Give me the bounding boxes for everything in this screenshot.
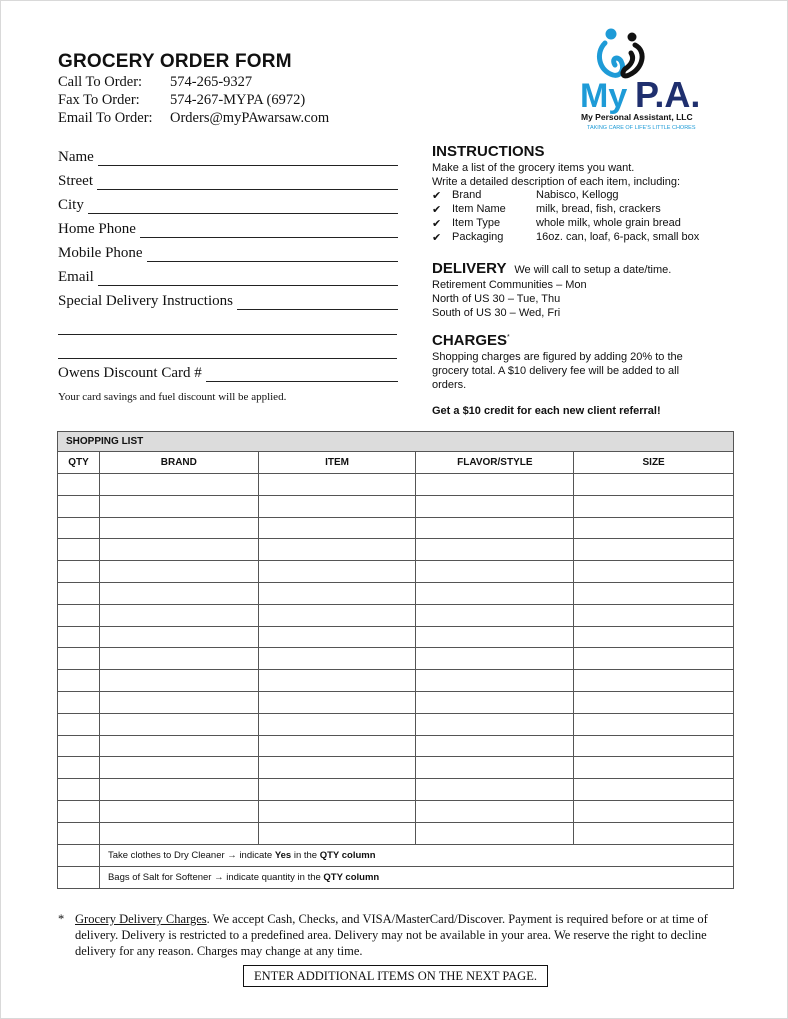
brand-cell[interactable] (99, 691, 258, 713)
shopping-list-row (58, 713, 734, 735)
size-cell[interactable] (574, 670, 734, 692)
delivery-line: Retirement Communities – Mon (432, 279, 587, 291)
instruction-value: milk, bread, fish, crackers (536, 203, 661, 215)
qty-cell[interactable] (58, 670, 100, 692)
item-cell[interactable] (258, 626, 416, 648)
item-cell[interactable] (258, 474, 416, 496)
brand-cell[interactable] (99, 539, 258, 561)
charges-mark: * (507, 334, 510, 341)
mypa-logo (577, 25, 737, 135)
delivery-subtext: We will call to setup a date/time. (514, 264, 672, 276)
brand-cell[interactable] (99, 713, 258, 735)
qty-cell[interactable] (58, 713, 100, 735)
special-delivery-line[interactable] (237, 296, 398, 310)
brand-cell[interactable] (99, 474, 258, 496)
item-cell[interactable] (258, 561, 416, 583)
shopping-list-row (58, 517, 734, 539)
instruction-value: Nabisco, Kellogg (536, 189, 619, 201)
flavor-style-cell[interactable] (416, 800, 574, 822)
check-icon: ✔ (432, 204, 442, 216)
instruction-key: Item Type (452, 217, 501, 229)
discount-note: Your card savings and fuel discount will be applied. (58, 391, 287, 403)
size-cell[interactable] (574, 539, 734, 561)
salt-pre: Bags of Salt for Softener → indicate quantity in the (107, 871, 324, 883)
instruction-item (432, 203, 661, 216)
salt-qty-cell[interactable] (58, 866, 100, 888)
delivery-heading-text: DELIVERY (432, 260, 507, 277)
instruction-value: whole milk, whole grain bread (536, 217, 681, 229)
shopping-list-row (58, 800, 734, 822)
contact-label: Fax To Order: (58, 92, 140, 108)
flavor-style-cell[interactable] (416, 779, 574, 801)
size-cell[interactable] (574, 582, 734, 604)
salt-text (99, 866, 733, 888)
discount-card-label: Owens Discount Card # (58, 365, 202, 381)
qty-cell[interactable] (58, 582, 100, 604)
email-field[interactable] (58, 269, 398, 286)
logo-head-blue (606, 29, 617, 40)
qty-cell[interactable] (58, 517, 100, 539)
instruction-key: Item Name (452, 203, 506, 215)
dry-cleaner-qty-col: QTY column (319, 849, 376, 861)
brand-cell[interactable] (99, 822, 258, 844)
size-cell[interactable] (574, 495, 734, 517)
item-cell[interactable] (258, 517, 416, 539)
contact-email (58, 110, 329, 127)
shopping-list-table (57, 431, 734, 889)
dry-cleaner-text (99, 844, 733, 866)
dry-cleaner-row (58, 844, 734, 866)
col-header-brand: BRAND (99, 452, 258, 474)
footnote (58, 911, 738, 959)
size-cell[interactable] (574, 626, 734, 648)
item-cell[interactable] (258, 604, 416, 626)
special-delivery-label: Special Delivery Instructions (58, 293, 233, 309)
shopping-list-row (58, 582, 734, 604)
flavor-style-cell[interactable] (416, 670, 574, 692)
brand-cell[interactable] (99, 561, 258, 583)
city-label: City (58, 197, 84, 213)
dry-cleaner-pre: Take clothes to Dry Cleaner → indicate (107, 849, 275, 861)
col-header-qty: QTY (58, 452, 100, 474)
item-cell[interactable] (258, 713, 416, 735)
size-cell[interactable] (574, 474, 734, 496)
dry-cleaner-qty-cell[interactable] (58, 844, 100, 866)
size-cell[interactable] (574, 517, 734, 539)
col-header-item: ITEM (258, 452, 416, 474)
mobile-phone-line[interactable] (147, 248, 398, 262)
referral-text: Get a $10 credit for each new client referral! (432, 405, 661, 417)
dry-cleaner-mid: in the (291, 849, 320, 861)
shopping-list-row (58, 539, 734, 561)
discount-card-field[interactable] (58, 365, 398, 382)
brand-cell[interactable] (99, 604, 258, 626)
item-cell[interactable] (258, 582, 416, 604)
contact-label: Email To Order: (58, 110, 153, 126)
shopping-list-caption-row (58, 432, 734, 452)
logo-company: My Personal Assistant, LLC (581, 112, 693, 122)
street-label: Street (58, 173, 93, 189)
charges-heading (432, 332, 510, 349)
logo-pa-text: P.A. (635, 74, 701, 115)
city-line[interactable] (88, 200, 398, 214)
city-field[interactable] (58, 197, 398, 214)
home-phone-label: Home Phone (58, 221, 136, 237)
shopping-list-caption: SHOPPING LIST (58, 432, 734, 452)
item-cell[interactable] (258, 691, 416, 713)
size-cell[interactable] (574, 800, 734, 822)
check-icon: ✔ (432, 190, 442, 202)
contact-call (58, 74, 252, 91)
flavor-style-cell[interactable] (416, 517, 574, 539)
qty-cell[interactable] (58, 539, 100, 561)
charges-heading-text: CHARGES (432, 332, 508, 349)
special-delivery-line-3[interactable] (58, 345, 397, 359)
qty-cell[interactable] (58, 604, 100, 626)
brand-cell[interactable] (99, 517, 258, 539)
instruction-item (432, 231, 699, 244)
col-header-flavor-style: FLAVOR/STYLE (416, 452, 574, 474)
delivery-line: South of US 30 – Wed, Fri (432, 307, 561, 319)
size-cell[interactable] (574, 822, 734, 844)
next-page-note: ENTER ADDITIONAL ITEMS ON THE NEXT PAGE. (243, 965, 548, 987)
dry-cleaner-yes: Yes (274, 849, 292, 861)
logo-my-text: My (580, 77, 628, 115)
shopping-list-row (58, 691, 734, 713)
item-cell[interactable] (258, 800, 416, 822)
street-line[interactable] (97, 176, 398, 190)
shopping-list-row (58, 779, 734, 801)
salt-qty-col: QTY column (323, 871, 380, 883)
size-cell[interactable] (574, 735, 734, 757)
contact-value: 574-265-9327 (170, 74, 253, 90)
instruction-item (432, 189, 619, 202)
footnote-text: . We accept Cash, Checks, and VISA/MasterCard/Discover. Payment is required before or at time of delivery. Delivery is restricted to a predefined area. Delivery may not be available in your area. We reserve the right to decline delivery for any reason. Charges may change at any time. (75, 912, 708, 958)
special-delivery-line-2[interactable] (58, 321, 397, 335)
size-cell[interactable] (574, 648, 734, 670)
brand-cell[interactable] (99, 735, 258, 757)
street-field[interactable] (58, 173, 398, 190)
special-delivery-field[interactable] (58, 293, 398, 310)
flavor-style-cell[interactable] (416, 757, 574, 779)
delivery-line: North of US 30 – Tue, Thu (432, 293, 561, 305)
col-header-size: SIZE (574, 452, 734, 474)
instruction-key: Brand (452, 189, 482, 201)
shopping-list-row (58, 495, 734, 517)
qty-cell[interactable] (58, 779, 100, 801)
qty-cell[interactable] (58, 474, 100, 496)
contact-value: 574-267-MYPA (6972) (170, 92, 306, 108)
item-cell[interactable] (258, 495, 416, 517)
qty-cell[interactable] (58, 800, 100, 822)
name-field[interactable] (58, 149, 398, 166)
flavor-style-cell[interactable] (416, 604, 574, 626)
qty-cell[interactable] (58, 561, 100, 583)
footnote-title: Grocery Delivery Charges (75, 912, 207, 926)
logo-tagline: TAKING CARE OF LIFE'S LITTLE CHORES (587, 125, 696, 131)
brand-cell[interactable] (99, 800, 258, 822)
shopping-list-row (58, 735, 734, 757)
brand-cell[interactable] (99, 582, 258, 604)
size-cell[interactable] (574, 561, 734, 583)
shopping-list-row (58, 561, 734, 583)
qty-cell[interactable] (58, 735, 100, 757)
logo-figure-blue (599, 43, 622, 75)
size-cell[interactable] (574, 604, 734, 626)
flavor-style-cell[interactable] (416, 626, 574, 648)
contact-fax (58, 92, 305, 109)
flavor-style-cell[interactable] (416, 735, 574, 757)
name-label: Name (58, 149, 94, 165)
flavor-style-cell[interactable] (416, 539, 574, 561)
form-title: GROCERY ORDER FORM (58, 51, 292, 72)
shopping-list-row (58, 648, 734, 670)
name-line[interactable] (98, 152, 398, 166)
brand-cell[interactable] (99, 779, 258, 801)
qty-cell[interactable] (58, 648, 100, 670)
item-cell[interactable] (258, 779, 416, 801)
mobile-phone-field[interactable] (58, 245, 398, 262)
home-phone-line[interactable] (140, 224, 398, 238)
size-cell[interactable] (574, 691, 734, 713)
shopping-list-row (58, 474, 734, 496)
footnote-star: * (58, 912, 65, 926)
flavor-style-cell[interactable] (416, 582, 574, 604)
qty-cell[interactable] (58, 626, 100, 648)
shopping-list-row (58, 626, 734, 648)
qty-cell[interactable] (58, 822, 100, 844)
item-cell[interactable] (258, 648, 416, 670)
brand-cell[interactable] (99, 648, 258, 670)
qty-cell[interactable] (58, 691, 100, 713)
qty-cell[interactable] (58, 757, 100, 779)
instructions-heading: INSTRUCTIONS (432, 143, 545, 160)
discount-card-line[interactable] (206, 368, 398, 382)
home-phone-field[interactable] (58, 221, 398, 238)
instruction-value: 16oz. can, loaf, 6-pack, small box (536, 231, 700, 243)
email-label: Email (58, 269, 94, 285)
shopping-list-row (58, 604, 734, 626)
shopping-list-row (58, 822, 734, 844)
flavor-style-cell[interactable] (416, 474, 574, 496)
brand-cell[interactable] (99, 495, 258, 517)
footnote-body (75, 911, 738, 959)
email-line[interactable] (98, 272, 398, 286)
flavor-style-cell[interactable] (416, 713, 574, 735)
shopping-list-row (58, 757, 734, 779)
shopping-list-row (58, 670, 734, 692)
contact-value[interactable]: Orders@myPAwarsaw.com (170, 110, 330, 126)
mobile-phone-label: Mobile Phone (58, 245, 143, 261)
item-cell[interactable] (258, 822, 416, 844)
instruction-item (432, 217, 681, 230)
brand-cell[interactable] (99, 757, 258, 779)
check-icon: ✔ (432, 218, 442, 230)
size-cell[interactable] (574, 713, 734, 735)
item-cell[interactable] (258, 735, 416, 757)
flavor-style-cell[interactable] (416, 561, 574, 583)
flavor-style-cell[interactable] (416, 822, 574, 844)
check-icon: ✔ (432, 232, 442, 244)
logo-head-black (628, 33, 637, 42)
qty-cell[interactable] (58, 495, 100, 517)
flavor-style-cell[interactable] (416, 648, 574, 670)
logo-figure-black (623, 45, 642, 76)
flavor-style-cell[interactable] (416, 495, 574, 517)
instructions-line2: Write a detailed description of each item, including: (432, 176, 681, 188)
shopping-list-header (58, 452, 734, 474)
instructions-line1: Make a list of the grocery items you want. (432, 162, 635, 174)
item-cell[interactable] (258, 670, 416, 692)
contact-label: Call To Order: (58, 74, 143, 90)
brand-cell[interactable] (99, 626, 258, 648)
delivery-heading (432, 260, 671, 277)
flavor-style-cell[interactable] (416, 691, 574, 713)
item-cell[interactable] (258, 539, 416, 561)
size-cell[interactable] (574, 757, 734, 779)
instruction-key: Packaging (452, 231, 504, 243)
salt-row (58, 866, 734, 888)
charges-text: Shopping charges are figured by adding 20% to the grocery total. A $10 delivery fee will be added to all orders. (432, 351, 683, 391)
size-cell[interactable] (574, 779, 734, 801)
brand-cell[interactable] (99, 670, 258, 692)
item-cell[interactable] (258, 757, 416, 779)
